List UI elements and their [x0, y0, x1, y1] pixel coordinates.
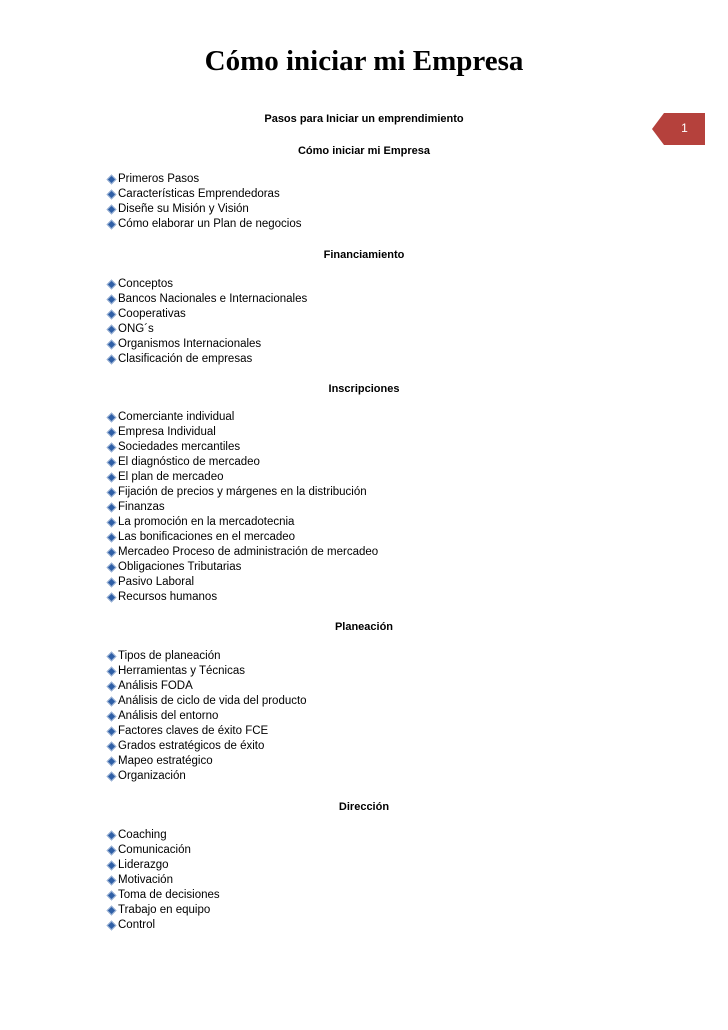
diamond-bullet-icon: [107, 652, 117, 662]
list-item: Primeros Pasos: [107, 172, 301, 187]
list-item: Características Emprendedoras: [107, 187, 301, 202]
list-item: Herramientas y Técnicas: [107, 664, 307, 679]
diamond-bullet-icon: [107, 488, 117, 498]
list-item: Pasivo Laboral: [107, 575, 378, 590]
diamond-bullet-icon: [107, 503, 117, 513]
list-item: Coaching: [107, 828, 220, 843]
list-item: El plan de mercadeo: [107, 470, 378, 485]
diamond-bullet-icon: [107, 548, 117, 558]
diamond-bullet-icon: [107, 846, 117, 856]
diamond-bullet-icon: [107, 861, 117, 871]
diamond-bullet-icon: [107, 413, 117, 423]
list-item: Mercadeo Proceso de administración de mercadeo: [107, 545, 378, 560]
list-item: Clasificación de empresas: [107, 352, 307, 367]
diamond-bullet-icon: [107, 727, 117, 737]
diamond-bullet-icon: [107, 921, 117, 931]
section-heading-financiamiento: Financiamiento: [323, 249, 405, 261]
diamond-bullet-icon: [107, 533, 117, 543]
diamond-bullet-icon: [107, 205, 117, 215]
list-planeacion: [107, 649, 307, 784]
list-item: Las bonificaciones en el mercadeo: [107, 530, 378, 545]
diamond-bullet-icon: [107, 295, 117, 305]
list-item: Análisis de ciclo de vida del producto: [107, 694, 307, 709]
list-item: Mapeo estratégico: [107, 754, 307, 769]
diamond-bullet-icon: [107, 280, 117, 290]
list-item: ONG´s: [107, 322, 307, 337]
list-direccion: [107, 828, 220, 933]
diamond-bullet-icon: [107, 518, 117, 528]
diamond-bullet-icon: [107, 772, 117, 782]
diamond-bullet-icon: [107, 175, 117, 185]
list-item: Toma de decisiones: [107, 888, 220, 903]
list-item: Factores claves de éxito FCE: [107, 724, 307, 739]
list-item: Conceptos: [107, 277, 307, 292]
list-item: Comunicación: [107, 843, 220, 858]
diamond-bullet-icon: [107, 667, 117, 677]
diamond-bullet-icon: [107, 757, 117, 767]
list-item: Empresa Individual: [107, 425, 378, 440]
diamond-bullet-icon: [107, 876, 117, 886]
list-item: Tipos de planeación: [107, 649, 307, 664]
list-item: Motivación: [107, 873, 220, 888]
list-como-iniciar: [107, 172, 301, 232]
diamond-bullet-icon: [107, 473, 117, 483]
list-item: La promoción en la mercadotecnia: [107, 515, 378, 530]
diamond-bullet-icon: [107, 443, 117, 453]
list-item: Análisis del entorno: [107, 709, 307, 724]
page-number-tab: [652, 113, 705, 145]
list-item: Diseñe su Misión y Visión: [107, 202, 301, 217]
diamond-bullet-icon: [107, 891, 117, 901]
diamond-bullet-icon: [107, 712, 117, 722]
diamond-bullet-icon: [107, 593, 117, 603]
diamond-bullet-icon: [107, 682, 117, 692]
section-heading-planeacion: Planeación: [334, 621, 394, 633]
list-item: El diagnóstico de mercadeo: [107, 455, 378, 470]
page-number: 1: [681, 121, 688, 135]
list-item: Cooperativas: [107, 307, 307, 322]
diamond-bullet-icon: [107, 325, 117, 335]
list-item: Trabajo en equipo: [107, 903, 220, 918]
diamond-bullet-icon: [107, 563, 117, 573]
list-item: Análisis FODA: [107, 679, 307, 694]
diamond-bullet-icon: [107, 355, 117, 365]
list-item: Liderazgo: [107, 858, 220, 873]
diamond-bullet-icon: [107, 310, 117, 320]
diamond-bullet-icon: [107, 906, 117, 916]
diamond-bullet-icon: [107, 428, 117, 438]
diamond-bullet-icon: [107, 190, 117, 200]
list-item: Organización: [107, 769, 307, 784]
section-heading-como-iniciar: Cómo iniciar mi Empresa: [297, 145, 431, 157]
list-item: Grados estratégicos de éxito: [107, 739, 307, 754]
list-item: Sociedades mercantiles: [107, 440, 378, 455]
section-heading-inscripciones: Inscripciones: [328, 383, 400, 395]
diamond-bullet-icon: [107, 578, 117, 588]
list-inscripciones: [107, 410, 378, 605]
subtitle: Pasos para Iniciar un emprendimiento: [264, 113, 464, 125]
list-item: Recursos humanos: [107, 590, 378, 605]
list-item: Fijación de precios y márgenes en la distribución: [107, 485, 378, 500]
document-title: Cómo iniciar mi Empresa: [204, 45, 524, 77]
diamond-bullet-icon: [107, 340, 117, 350]
list-financiamiento: [107, 277, 307, 367]
diamond-bullet-icon: [107, 831, 117, 841]
list-item: Obligaciones Tributarias: [107, 560, 378, 575]
list-item: Cómo elaborar un Plan de negocios: [107, 217, 301, 232]
diamond-bullet-icon: [107, 458, 117, 468]
diamond-bullet-icon: [107, 220, 117, 230]
list-item: Control: [107, 918, 220, 933]
diamond-bullet-icon: [107, 742, 117, 752]
list-item: Finanzas: [107, 500, 378, 515]
list-item: Comerciante individual: [107, 410, 378, 425]
list-item: Bancos Nacionales e Internacionales: [107, 292, 307, 307]
section-heading-direccion: Dirección: [338, 801, 390, 813]
diamond-bullet-icon: [107, 697, 117, 707]
list-item: Organismos Internacionales: [107, 337, 307, 352]
